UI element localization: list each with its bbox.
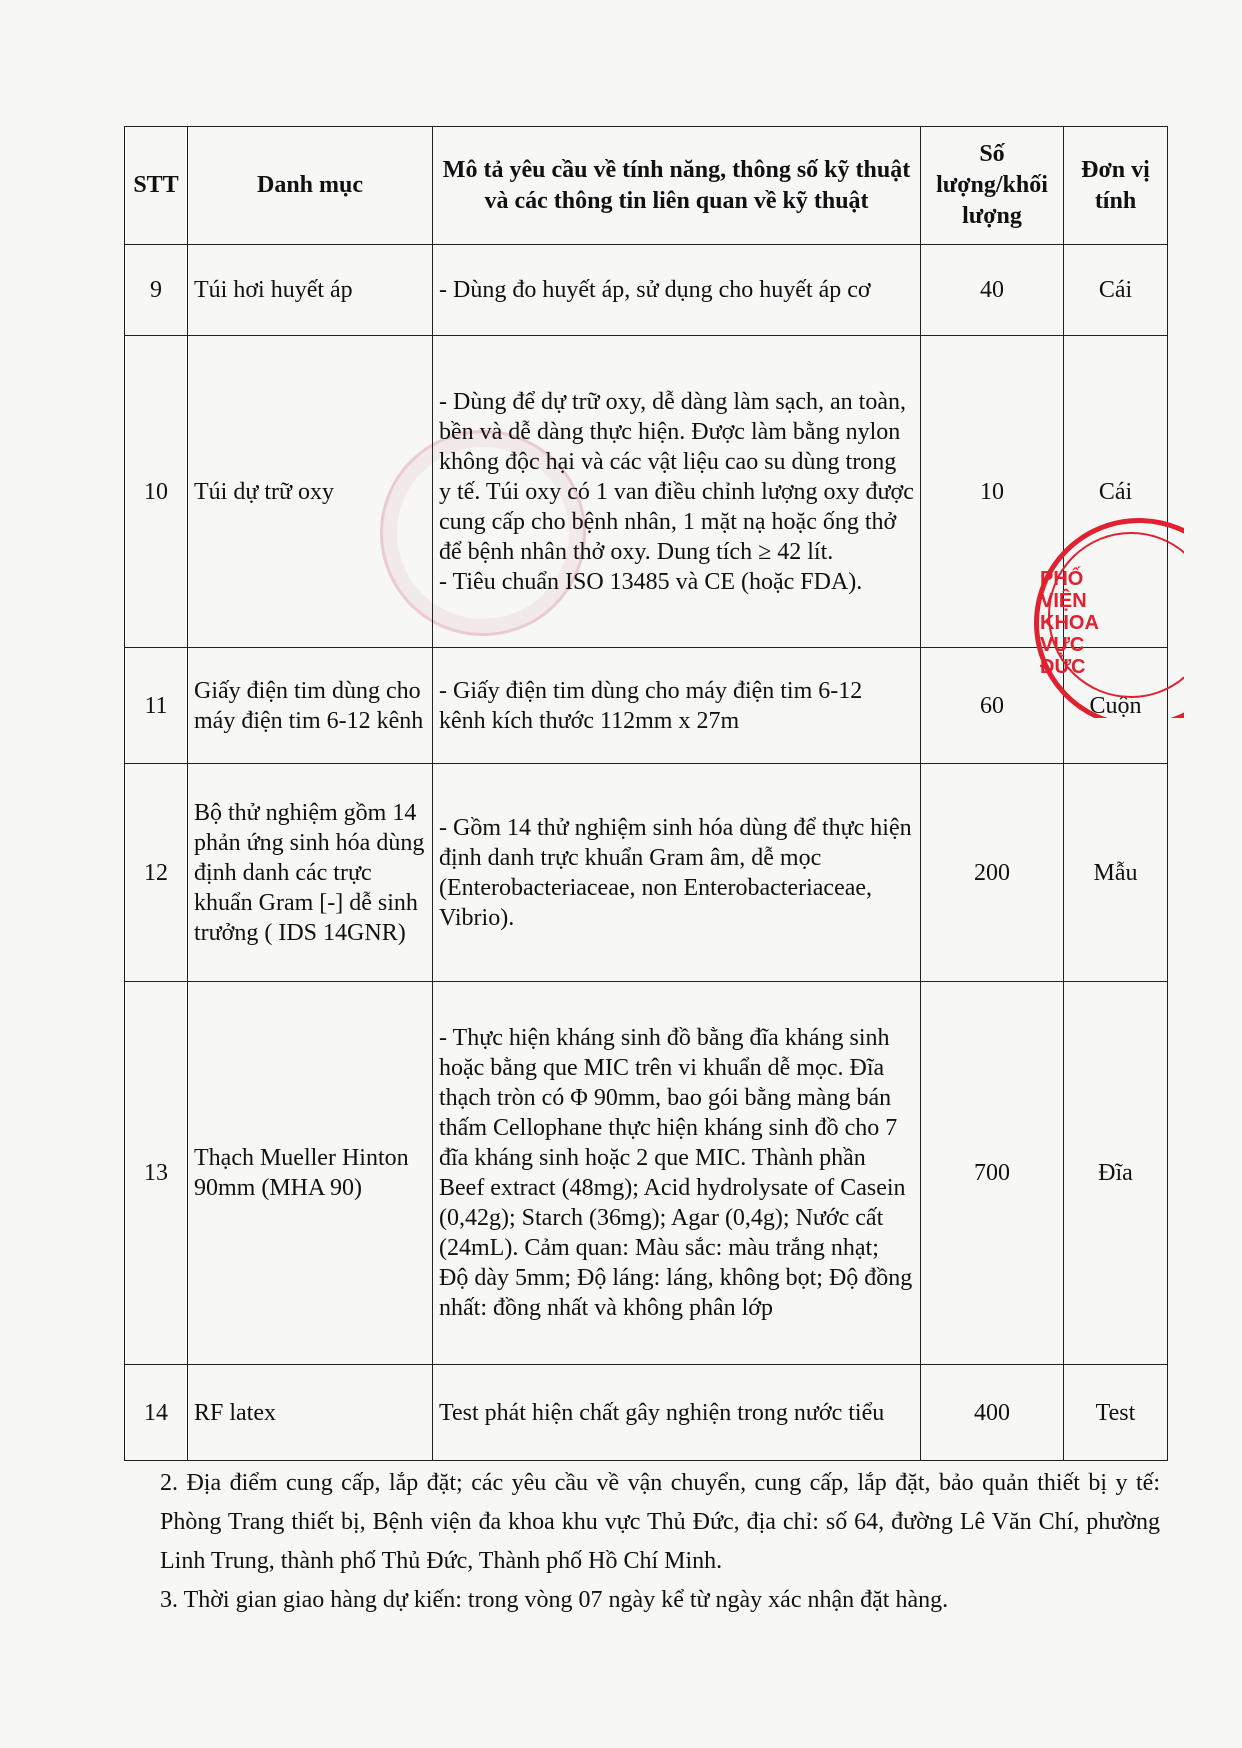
header-unit: Đơn vị tính xyxy=(1064,127,1168,245)
row-unit: Cái xyxy=(1064,336,1168,648)
table-row xyxy=(125,764,1168,982)
table-row xyxy=(125,982,1168,1365)
row-qty: 10 xyxy=(921,336,1064,648)
row-desc: Test phát hiện chất gây nghiện trong nước tiểu xyxy=(433,1365,921,1461)
row-stt: 12 xyxy=(125,764,188,982)
stamp-line: KHOA xyxy=(1040,612,1099,634)
table-row xyxy=(125,1365,1168,1461)
row-qty: 60 xyxy=(921,648,1064,764)
header-desc: Mô tả yêu cầu về tính năng, thông số kỹ thuật và các thông tin liên quan về kỹ thuật xyxy=(433,127,921,245)
row-qty: 40 xyxy=(921,245,1064,336)
row-stt: 10 xyxy=(125,336,188,648)
row-stt: 14 xyxy=(125,1365,188,1461)
row-qty: 700 xyxy=(921,982,1064,1365)
table-row xyxy=(125,648,1168,764)
row-desc xyxy=(433,336,921,648)
row-name: Giấy điện tim dùng cho máy điện tim 6-12 kênh xyxy=(188,648,433,764)
note-delivery-location: 2. Địa điểm cung cấp, lắp đặt; các yêu cầu về vận chuyển, cung cấp, lắp đặt, bảo quản thiết bị y tế: Phòng Trang thiết bị, Bệnh viện đa khoa khu vực Thủ Đức, địa chỉ: số 64, đường Lê Văn Chí, phường Linh Trung, thành phố Thủ Đức, Thành phố Hồ Chí Minh. xyxy=(160,1470,1160,1574)
red-seal-stamp xyxy=(1034,518,1184,718)
header-name: Danh mục xyxy=(188,127,433,245)
row-name: Thạch Mueller Hinton 90mm (MHA 90) xyxy=(188,982,433,1365)
row-qty: 200 xyxy=(921,764,1064,982)
row-name: RF latex xyxy=(188,1365,433,1461)
stamp-line: PHỐ xyxy=(1040,568,1084,590)
row-unit: Test xyxy=(1064,1365,1168,1461)
stamp-line: VIỆN xyxy=(1040,590,1087,612)
row-unit: Cái xyxy=(1064,245,1168,336)
row-name: Bộ thử nghiệm gồm 14 phản ứng sinh hóa dùng định danh các trực khuẩn Gram [-] dễ sinh trưởng ( IDS 14GNR) xyxy=(188,764,433,982)
note-delivery-time: 3. Thời gian giao hàng dự kiến: trong vòng 07 ngày kể từ ngày xác nhận đặt hàng. xyxy=(160,1587,949,1613)
row-name: Túi hơi huyết áp xyxy=(188,245,433,336)
table-row xyxy=(125,245,1168,336)
row-unit: Cuộn xyxy=(1064,648,1168,764)
notes-section xyxy=(160,1464,1160,1620)
header-stt: STT xyxy=(125,127,188,245)
table-row xyxy=(125,336,1168,648)
row-desc-line: - Dùng để dự trữ oxy, dễ dàng làm sạch, an toàn, bền và dễ dàng thực hiện. Được làm bằng nylon không độc hại và các vật liệu cao su dùng trong y tế. Túi oxy có 1 van điều chỉnh lượng oxy được cung cấp cho bệnh nhân, 1 mặt nạ hoặc ống thở để bệnh nhân thở oxy. Dung tích ≥ 42 lít. xyxy=(439,388,914,565)
equipment-spec-table xyxy=(124,126,1168,1461)
stamp-text xyxy=(1040,568,1099,678)
row-desc: - Dùng đo huyết áp, sử dụng cho huyết áp cơ xyxy=(433,245,921,336)
row-unit: Mẫu xyxy=(1064,764,1168,982)
row-unit: Đĩa xyxy=(1064,982,1168,1365)
table-header-row xyxy=(125,127,1168,245)
row-name: Túi dự trữ oxy xyxy=(188,336,433,648)
row-qty: 400 xyxy=(921,1365,1064,1461)
row-stt: 13 xyxy=(125,982,188,1365)
row-desc: - Thực hiện kháng sinh đồ bằng đĩa kháng sinh hoặc bằng que MIC trên vi khuẩn dễ mọc. Đĩa thạch tròn có Φ 90mm, bao gói bằng màng bán thấm Cellophane thực hiện kháng sinh đồ cho 7 đĩa kháng sinh hoặc 2 que MIC. Thành phần Beef extract (48mg); Acid hydrolysate of Casein (0,42g); Starch (36mg); Agar (0,4g); Nước cất (24mL). Cảm quan: Màu sắc: màu trắng nhạt; Độ dày 5mm; Độ láng: láng, không bọt; Độ đồng nhất: đồng nhất và không phân lớp xyxy=(433,982,921,1365)
row-stt: 9 xyxy=(125,245,188,336)
row-stt: 11 xyxy=(125,648,188,764)
stamp-line: ĐỨC xyxy=(1040,656,1086,678)
header-qty: Số lượng/khối lượng xyxy=(921,127,1064,245)
row-desc-line: - Tiêu chuẩn ISO 13485 và CE (hoặc FDA). xyxy=(439,568,863,595)
row-desc: - Giấy điện tim dùng cho máy điện tim 6-12 kênh kích thước 112mm x 27m xyxy=(433,648,921,764)
row-desc: - Gồm 14 thử nghiệm sinh hóa dùng để thực hiện định danh trực khuẩn Gram âm, dễ mọc (Enterobacteriaceae, non Enterobacteriaceae, Vibrio). xyxy=(433,764,921,982)
stamp-line: VỰC xyxy=(1040,634,1085,656)
